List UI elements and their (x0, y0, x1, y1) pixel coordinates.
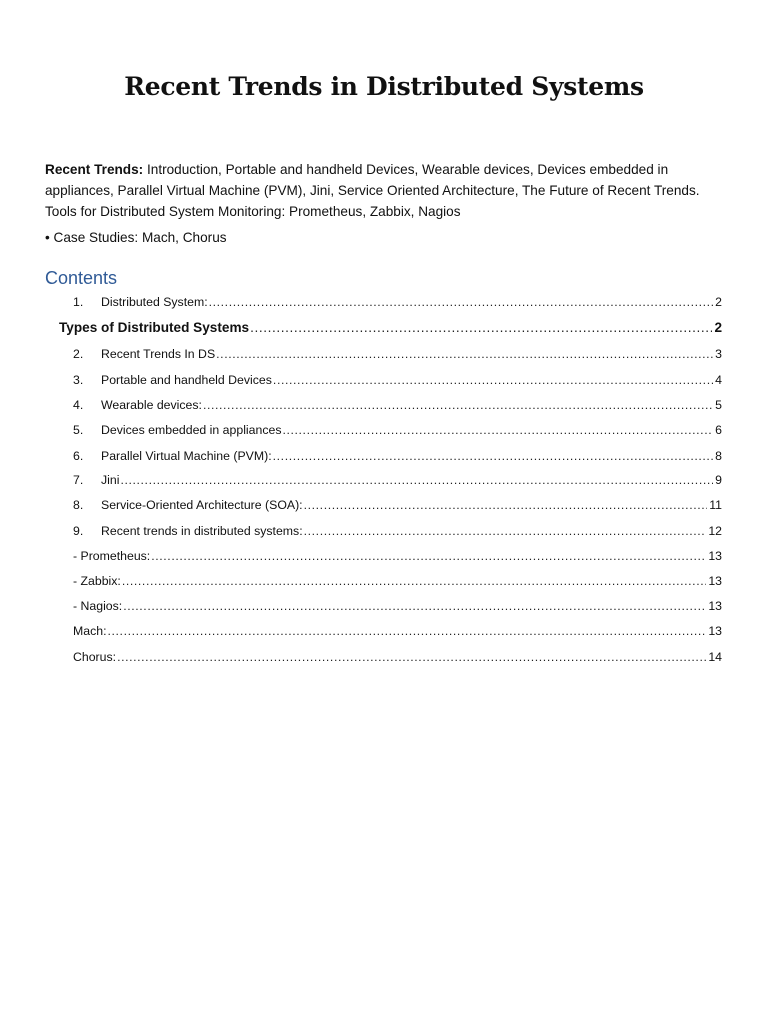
toc-entry-chorus[interactable] (73, 650, 722, 664)
document-title: Recent Trends in Distributed Systems (124, 72, 644, 101)
toc-entry-label: Recent trends in distributed systems: (101, 524, 303, 538)
toc-page-number: 2 (715, 295, 722, 309)
toc-entry-wearable-devices[interactable] (73, 398, 722, 412)
contents-heading: Contents (45, 268, 118, 288)
toc-entry-label: Recent Trends In DS (101, 347, 216, 361)
toc-entry-number: 5. (73, 423, 84, 437)
toc-page-number: 13 (708, 574, 722, 588)
intro-paragraph (45, 159, 725, 222)
toc-entry-label: Portable and handheld Devices (101, 373, 272, 387)
toc-entry-distributed-system[interactable] (73, 295, 722, 309)
toc-entry-pvm[interactable] (73, 449, 722, 463)
toc-page-number: 13 (708, 624, 722, 638)
toc-entry-number: 9. (73, 524, 84, 538)
toc-entry-number: 8. (73, 498, 84, 512)
toc-entry-number: 2. (73, 347, 84, 361)
toc-dot-leader (209, 295, 714, 309)
toc-page-number: 2 (714, 320, 722, 335)
toc-entry-devices-embedded[interactable] (73, 423, 722, 437)
toc-entry-label: Mach: (73, 624, 107, 638)
toc-entry-label: - Zabbix: (73, 574, 121, 588)
toc-entry-label: Service-Oriented Architecture (SOA): (101, 498, 303, 512)
toc-entry-portable-handheld-devices[interactable] (73, 373, 722, 387)
toc-entry-label: Chorus: (73, 650, 117, 664)
toc-page-number: 8 (715, 449, 722, 463)
toc-dot-leader (123, 599, 706, 613)
case-studies-line: • Case Studies: Mach, Chorus (45, 230, 227, 245)
toc-page-number: 3 (715, 347, 722, 361)
toc-entry-label: Distributed System: (101, 295, 208, 309)
toc-dot-leader (203, 398, 713, 412)
toc-dot-leader (273, 373, 713, 387)
toc-entry-number: 4. (73, 398, 84, 412)
toc-entry-zabbix[interactable] (73, 574, 722, 588)
toc-page-number: 6 (715, 423, 722, 437)
toc-entry-label: Devices embedded in appliances (101, 423, 282, 437)
toc-page-number: 11 (709, 498, 722, 512)
toc-entry-label: Jini (101, 473, 120, 487)
toc-entry-label: Types of Distributed Systems (59, 320, 250, 335)
toc-entry-label: Parallel Virtual Machine (PVM): (101, 449, 272, 463)
toc-entry-number: 7. (73, 473, 84, 487)
toc-dot-leader (151, 549, 706, 563)
toc-page-number: 9 (715, 473, 722, 487)
toc-dot-leader (304, 498, 708, 512)
toc-entry-prometheus[interactable] (73, 549, 722, 563)
toc-entry-label: - Prometheus: (73, 549, 151, 563)
toc-page-number: 14 (708, 650, 722, 664)
toc-dot-leader (216, 347, 713, 361)
toc-dot-leader (108, 624, 707, 638)
toc-dot-leader (250, 320, 712, 335)
toc-entry-types-of-distributed-systems[interactable] (59, 320, 722, 335)
toc-page-number: 4 (715, 373, 722, 387)
toc-entry-recent-trends-in-ds[interactable] (73, 347, 722, 361)
toc-page-number: 5 (715, 398, 722, 412)
toc-entry-nagios[interactable] (73, 599, 722, 613)
toc-page-number: 13 (708, 549, 722, 563)
toc-entry-label: Wearable devices: (101, 398, 202, 412)
toc-entry-label: - Nagios: (73, 599, 123, 613)
toc-entry-soa[interactable] (73, 498, 722, 512)
toc-dot-leader (120, 473, 713, 487)
toc-dot-leader (122, 574, 706, 588)
toc-dot-leader (304, 524, 707, 538)
toc-entry-recent-trends[interactable] (73, 524, 722, 538)
toc-entry-number: 3. (73, 373, 84, 387)
toc-entry-number: 1. (73, 295, 84, 309)
toc-dot-leader (117, 650, 706, 664)
toc-entry-mach[interactable] (73, 624, 722, 638)
toc-page-number: 13 (708, 599, 722, 613)
toc-page-number: 12 (708, 524, 722, 538)
intro-lead: Recent Trends: (45, 162, 144, 177)
toc-entry-number: 6. (73, 449, 84, 463)
toc-dot-leader (282, 423, 713, 437)
intro-text: Introduction, Portable and handheld Devices, Wearable devices, Devices embedded in appliances, Parallel Virtual Machine (PVM), Jini, Service Oriented Architecture, The Future of Recent Trends. Tools for Distributed System Monitoring: Prometheus, Zabbix, Nagios (45, 162, 700, 219)
toc-dot-leader (273, 449, 714, 463)
toc-entry-jini[interactable] (73, 473, 722, 487)
